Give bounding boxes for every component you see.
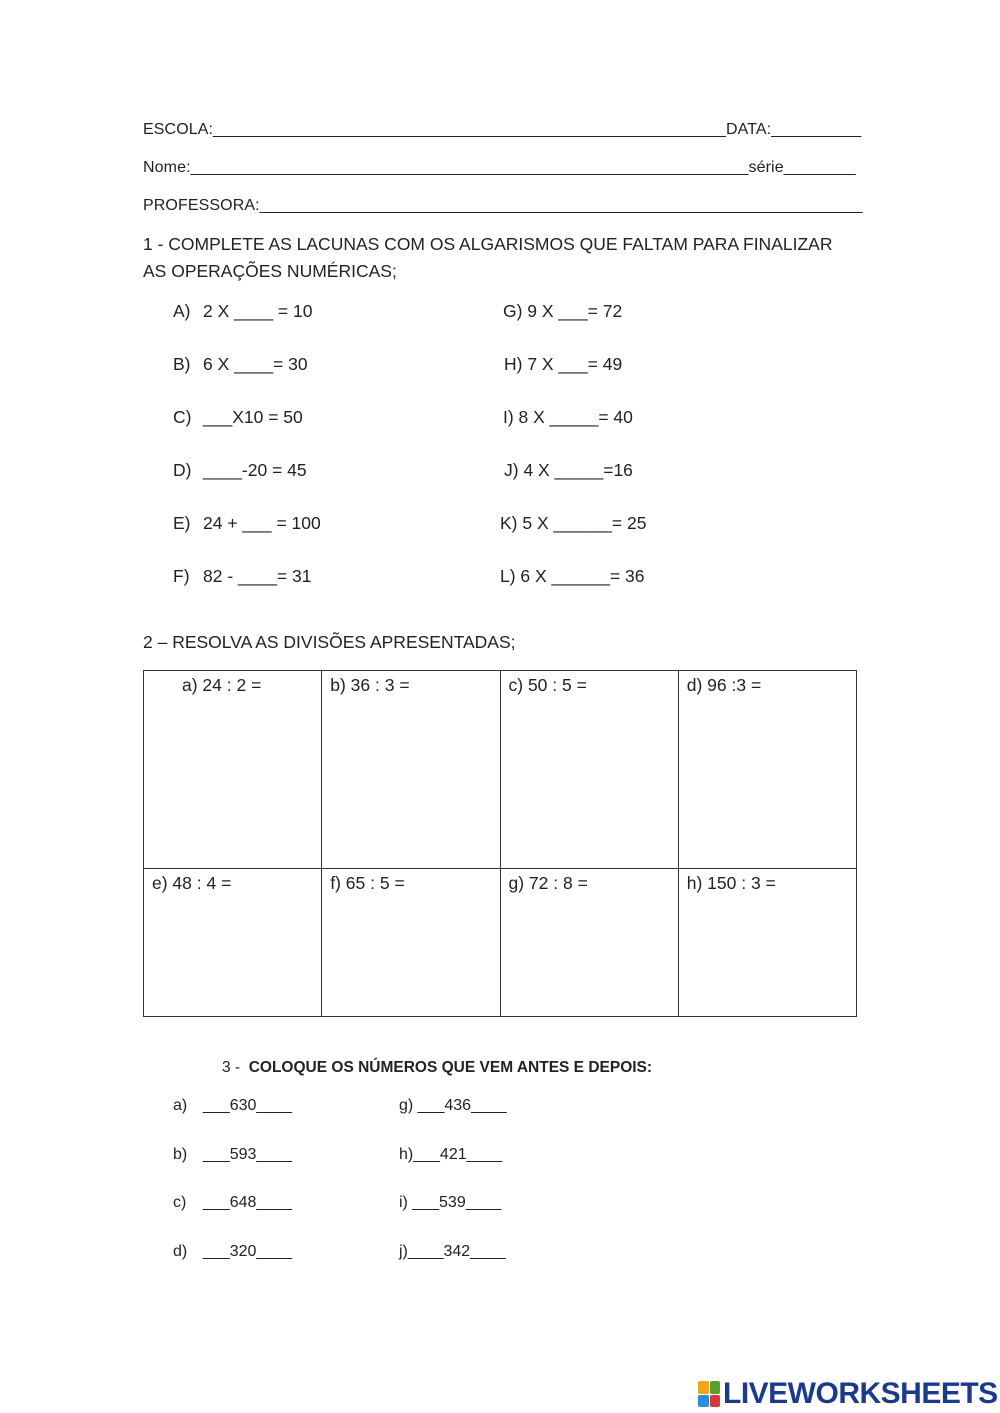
q3-item-label: d) <box>173 1243 188 1260</box>
table-row <box>144 671 857 869</box>
q1-item-k: K) 5 X ______= 25 <box>500 513 647 533</box>
division-cell-c[interactable]: c) 50 : 5 = <box>500 671 678 869</box>
q1-item-expr: ___X10 = 50 <box>203 407 303 427</box>
q1-item-label: E) <box>173 513 191 533</box>
q1-item-expr: 82 - ____= 31 <box>203 566 312 586</box>
division-cell-d[interactable]: d) 96 :3 = <box>678 671 856 869</box>
q3-item-j: j)____342____ <box>399 1243 506 1260</box>
q3-item-c <box>173 1194 292 1212</box>
question-3-title <box>222 1059 652 1077</box>
q1-item-label: C) <box>173 407 192 427</box>
professora-line: PROFESSORA:___________________________________________________________________ <box>143 197 863 214</box>
q1-item-g: G) 9 X ___= 72 <box>503 301 623 321</box>
q1-item-label: B) <box>173 354 191 374</box>
liveworksheets-logo-text: LIVEWORKSHEETS <box>723 1377 998 1410</box>
division-grid <box>143 670 857 1017</box>
q3-item-expr: ___630____ <box>203 1097 292 1114</box>
question-1-title: 1 - COMPLETE AS LACUNAS COM OS ALGARISMOS QUE FALTAM PARA FINALIZAR AS OPERAÇÕES NUMÉRICAS; <box>143 234 833 281</box>
q3-item-expr: ___593____ <box>203 1146 292 1163</box>
escola-data-line: ESCOLA:_________________________________________________________DATA:__________ <box>143 121 862 138</box>
division-cell-g[interactable]: g) 72 : 8 = <box>500 869 678 1017</box>
q3-item-label: b) <box>173 1146 188 1163</box>
division-cell-f[interactable]: f) 65 : 5 = <box>322 869 500 1017</box>
q3-item-h: h)___421____ <box>399 1146 503 1163</box>
division-cell-e[interactable]: e) 48 : 4 = <box>144 869 322 1017</box>
q1-item-label: A) <box>173 301 191 321</box>
q1-item-d <box>173 460 307 481</box>
q3-item-label: c) <box>173 1194 187 1211</box>
q3-item-a <box>173 1097 292 1115</box>
q1-item-a <box>173 301 312 322</box>
q3-item-expr: ___320____ <box>203 1243 292 1260</box>
q1-item-j: J) 4 X _____=16 <box>504 460 633 480</box>
q1-item-b <box>173 354 308 375</box>
q1-item-expr: 24 + ___ = 100 <box>203 513 321 533</box>
liveworksheets-logo[interactable] <box>698 1378 998 1410</box>
liveworksheets-logo-icon <box>698 1381 720 1407</box>
q1-item-i: I) 8 X _____= 40 <box>503 407 633 427</box>
question-3-text: COLOQUE OS NÚMEROS QUE VEM ANTES E DEPOIS: <box>248 1059 653 1076</box>
q1-item-c <box>173 407 303 428</box>
q1-item-expr: ____-20 = 45 <box>203 460 307 480</box>
q3-item-b <box>173 1146 292 1164</box>
q3-item-expr: ___648____ <box>203 1194 292 1211</box>
question-3-number: 3 - <box>222 1059 241 1076</box>
division-cell-a[interactable]: a) 24 : 2 = <box>144 671 322 869</box>
nome-serie-line: Nome:______________________________________________________________série________ <box>143 159 856 176</box>
question-2-title: 2 – RESOLVA AS DIVISÕES APRESENTADAS; <box>143 632 516 652</box>
division-cell-h[interactable]: h) 150 : 3 = <box>678 869 856 1017</box>
q3-item-d <box>173 1243 292 1261</box>
q1-item-e <box>173 513 321 534</box>
q1-item-expr: 6 X ____= 30 <box>203 354 308 374</box>
q1-item-label: D) <box>173 460 192 480</box>
q3-item-i: i) ___539____ <box>399 1194 502 1211</box>
q1-item-l: L) 6 X ______= 36 <box>500 566 645 586</box>
q1-item-h: H) 7 X ___= 49 <box>504 354 623 374</box>
q1-item-label: F) <box>173 566 190 586</box>
q1-item-expr: 2 X ____ = 10 <box>203 301 313 321</box>
q1-item-f <box>173 566 312 587</box>
q3-item-label: a) <box>173 1097 188 1114</box>
table-row <box>144 869 857 1017</box>
division-cell-b[interactable]: b) 36 : 3 = <box>322 671 500 869</box>
q3-item-g: g) ___436____ <box>399 1097 507 1114</box>
